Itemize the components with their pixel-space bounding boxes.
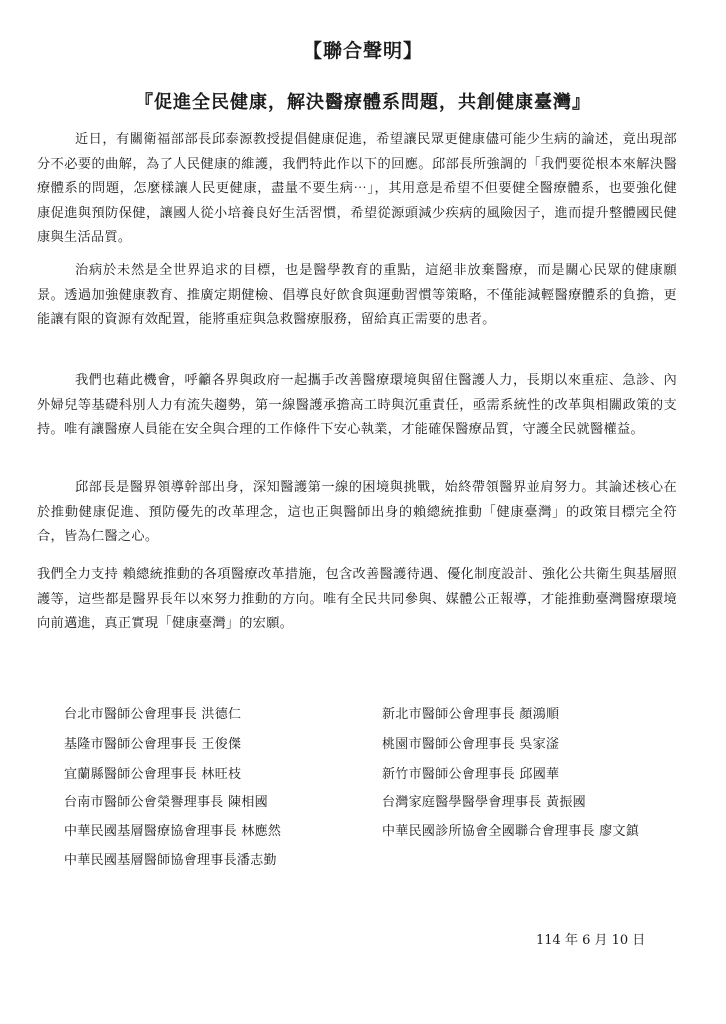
paragraph-1: 近日，有關衛福部部長邱泰源教授提倡健康促進，希望讓民眾更健康儘可能少生病的論述，竟出現部分不必要的曲解，為了人民健康的維護，我們特此作以下的回應。邱部長所強調的「我們要從根本來解決醫療體系的問題，怎麼樣讓人民更健康，盡量不要生病⋯」，其用意是希望不但要健全醫療體系，也要強化健康促進與預防保健，讓國人從小培養良好生活習慣，希望從源頭減少疾病的風險因子，進而提升整體國民健康與生活品質。 [37, 132, 677, 245]
paragraph-4: 邱部長是醫界領導幹部出身，深知醫護第一線的困境與挑戰，始終帶領醫界並肩努力。其論述核心在於推動健康促進、預防優先的改革理念，這也正與醫師出身的賴總統推動「健康臺灣」的政策目標完全符合，皆為仁醫之心。 [37, 480, 677, 544]
signatory-right-5: 中華民國診所協會全國聯合會理事長 廖文鎮 [382, 824, 640, 839]
signatory-left-4: 台南市醫師公會榮譽理事長 陳相國 [64, 795, 268, 810]
paragraph-5: 我們全力支持 賴總統推動的各項醫療改革措施，包含改善醫護待遇、優化制度設計、強化公共衛生與基層照護等，這些都是醫界長年以來努力推動的方向。唯有全民共同參與、媒體公正報導，才能推動臺灣醫療環境向前邁進，真正實現「健康臺灣」的宏願。 [37, 567, 677, 631]
signatory-left-2: 基隆市醫師公會理事長 王俊傑 [64, 737, 242, 752]
signatory-right-4: 台灣家庭醫學醫學會理事長 黃振國 [382, 795, 586, 810]
signatory-right-3: 新竹市醫師公會理事長 邱國華 [382, 767, 560, 782]
signatory-left-3: 宜蘭縣醫師公會理事長 林旺枝 [64, 767, 242, 782]
statement-date: 114 年 6 月 10 日 [536, 933, 646, 948]
signatory-left-1: 台北市醫師公會理事長 洪德仁 [64, 707, 242, 722]
statement-title: 【聯合聲明】 [302, 40, 423, 62]
signatory-left-6: 中華民國基層醫師協會理事長潘志勤 [64, 853, 277, 868]
statement-subtitle: 『促進全民健康，解決醫療體系問題，共創健康臺灣』 [135, 92, 591, 113]
signatory-right-1: 新北市醫師公會理事長 顏鴻順 [382, 707, 560, 722]
signatory-left-5: 中華民國基層醫療協會理事長 林應然 [64, 824, 282, 839]
paragraph-2: 治病於未然是全世界追求的目標，也是醫學教育的重點，這絕非放棄醫療，而是關心民眾的健康願景。透過加強健康教育、推廣定期健檢、倡導良好飲食與運動習慣等策略，不僅能減輕醫療體系的負擔，更能讓有限的資源有效配置，能將重症與急救醫療服務，留給真正需要的患者。 [37, 263, 677, 327]
paragraph-3: 我們也藉此機會，呼籲各界與政府一起攜手改善醫療環境與留住醫護人力，長期以來重症、急診、內外婦兒等基礎科別人力有流失趨勢，第一線醫護承擔高工時與沉重責任，亟需系統性的改革與相關政策的支持。唯有讓醫療人員能在安全與合理的工作條件下安心執業，才能確保醫療品質，守護全民就醫權益。 [37, 373, 677, 437]
signatory-right-2: 桃園市醫師公會理事長 吳家滏 [382, 737, 560, 752]
